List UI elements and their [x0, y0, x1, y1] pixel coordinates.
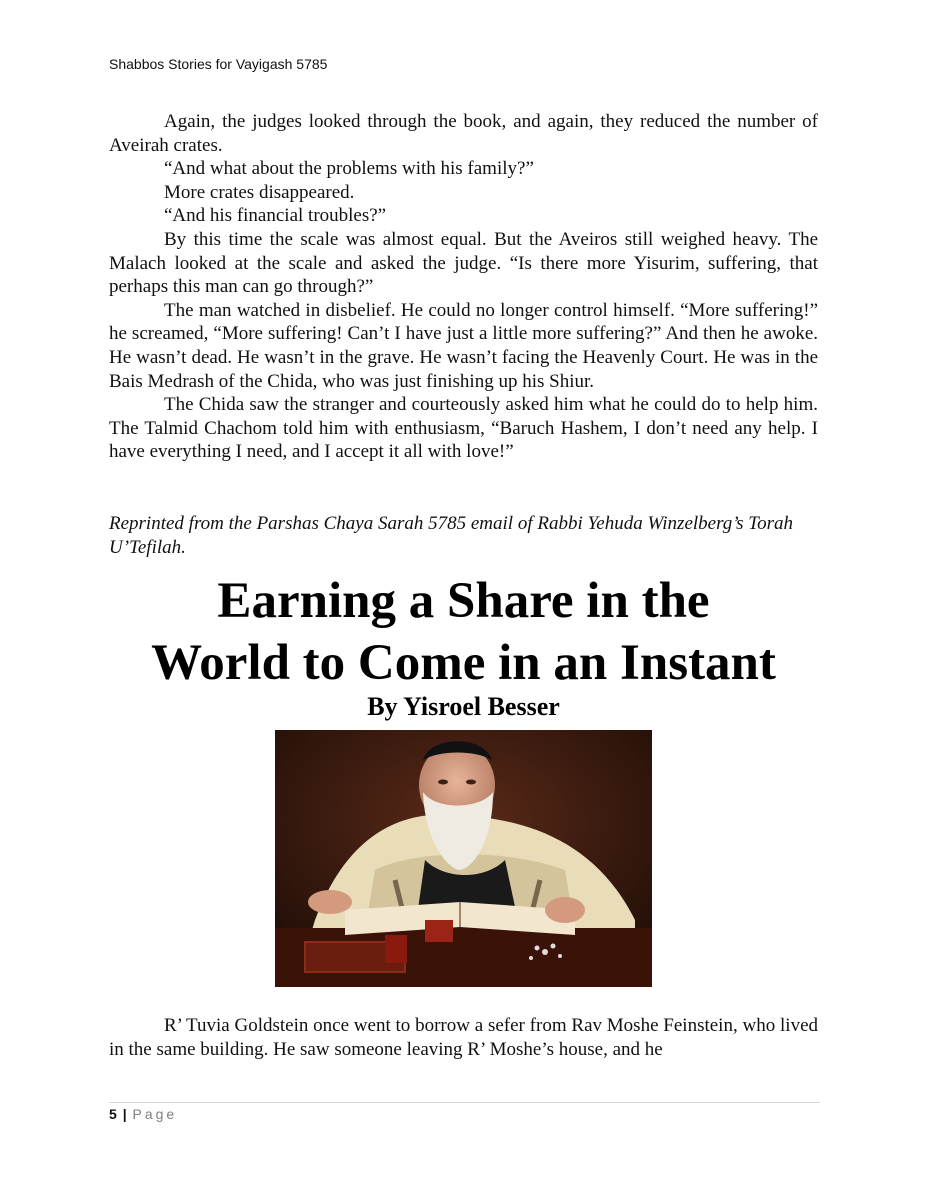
- article-body: [109, 1014, 818, 1061]
- paragraph: Again, the judges looked through the book, and again, they reduced the number of Aveirah crates.: [109, 111, 818, 156]
- title-line-1: Earning a Share in the: [217, 573, 710, 629]
- paragraph: “And his financial troubles?”: [164, 205, 387, 227]
- portrait-photo: [275, 730, 652, 987]
- paragraph: More crates disappeared.: [164, 181, 355, 203]
- reprint-note: Reprinted from the Parshas Chaya Sarah 5785 email of Rabbi Yehuda Winzelberg’s Torah U’Tefilah.: [109, 513, 794, 558]
- story-continuation: [109, 110, 818, 464]
- page-footer: [109, 1106, 177, 1122]
- article-title: [60, 570, 867, 694]
- paragraph: The Chida saw the stranger and courteously asked him what he could do to help him. The Talmid Chachom told him with enthusiasm, “Baruch Hashem, I don’t need any help. I have everything I need, and I accept it all with love!”: [109, 394, 818, 463]
- footer-divider: [109, 1102, 820, 1103]
- page-label: Page: [132, 1106, 178, 1122]
- paragraph: The man watched in disbelief. He could no longer control himself. “More suffering!” he screamed, “More suffering! Can’t I have just a little more suffering?” And then he awoke. He wasn’t dead. He wasn’t in the grave. He wasn’t facing the Heavenly Court. He was in the Bais Medrash of the Chida, who was just finishing up his Shiur.: [109, 299, 818, 392]
- running-header: Shabbos Stories for Vayigash 5785: [109, 56, 328, 72]
- page-number: 5: [109, 1106, 117, 1122]
- byline: By Yisroel Besser: [367, 692, 560, 721]
- footer-separator: |: [122, 1106, 127, 1122]
- paragraph: By this time the scale was almost equal. But the Aveiros still weighed heavy. The Malach looked at the scale and asked the judge. “Is there more Yisurim, suffering, that perhaps this man can go through?”: [109, 228, 818, 298]
- paragraph: R’ Tuvia Goldstein once went to borrow a sefer from Rav Moshe Feinstein, who lived in the same building. He saw someone leaving R’ Moshe’s house, and he: [109, 1015, 818, 1060]
- paragraph: “And what about the problems with his family?”: [164, 158, 534, 180]
- title-line-2: World to Come in an Instant: [151, 635, 776, 691]
